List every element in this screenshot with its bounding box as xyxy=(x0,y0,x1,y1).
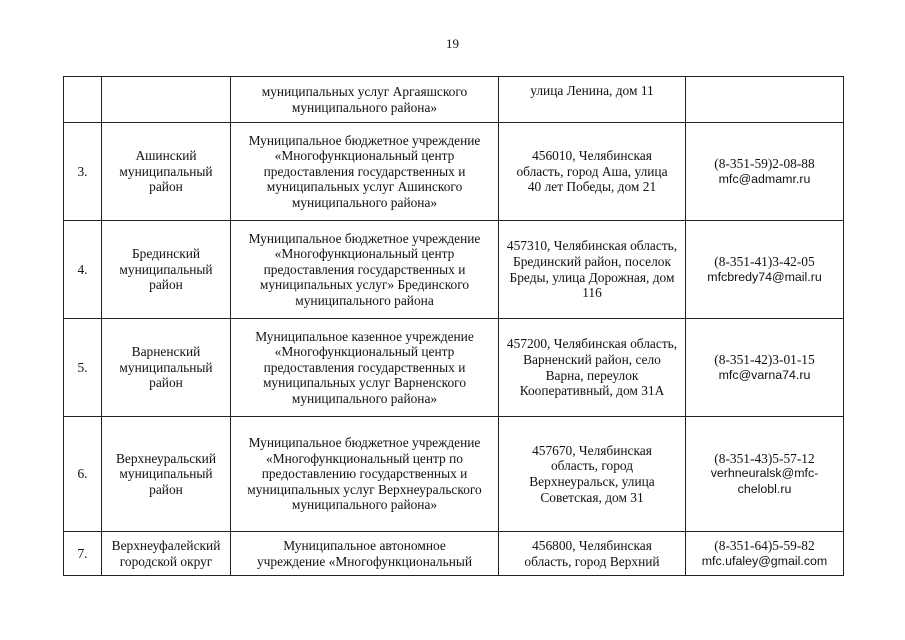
address: 456800, Челябинская область, город Верхний xyxy=(499,532,686,576)
phone: (8-351-42)3-01-15 xyxy=(714,351,815,367)
phone: (8-351-59)2-08-88 xyxy=(714,155,815,171)
row-number: 3. xyxy=(64,123,102,221)
address: улица Ленина, дом 11 xyxy=(499,77,686,123)
district-name: Брединский муниципальный район xyxy=(102,221,231,319)
organization-name: Муниципальное бюджетное учреждение «Многофункциональный центр по предоставлению государственных и муниципальных услуг Верхнеуральского муниципального района» xyxy=(231,417,499,532)
email: mfcbredy74@mail.ru xyxy=(707,269,822,284)
email: verhneuralsk@mfc-chelobl.ru xyxy=(710,466,819,496)
phone: (8-351-64)5-59-82 xyxy=(714,537,815,553)
table-row xyxy=(64,77,844,123)
table-row xyxy=(64,417,844,532)
row-number xyxy=(64,77,102,123)
organization-name: Муниципальное бюджетное учреждение «Многофункциональный центр предоставления государственных и муниципальных услуг» Брединского муниципального района xyxy=(231,221,499,319)
table-row xyxy=(64,532,844,576)
contacts xyxy=(686,221,844,319)
row-number: 4. xyxy=(64,221,102,319)
row-number: 5. xyxy=(64,319,102,417)
email: mfc@admamr.ru xyxy=(718,171,811,186)
email: mfc.ufaley@gmail.com xyxy=(701,553,828,568)
address: 457200, Челябинская область, Варненский район, село Варна, переулок Кооперативный, дом 31А xyxy=(499,319,686,417)
district-name: Варненский муниципальный район xyxy=(102,319,231,417)
address: 456010, Челябинская область, город Аша, улица 40 лет Победы, дом 21 xyxy=(499,123,686,221)
table-row xyxy=(64,123,844,221)
phone: (8-351-43)5-57-12 xyxy=(714,450,815,466)
mfc-table xyxy=(63,76,844,576)
table-row xyxy=(64,319,844,417)
row-number: 6. xyxy=(64,417,102,532)
contacts xyxy=(686,319,844,417)
organization-name: муниципальных услуг Аргаяшского муниципального района» xyxy=(231,77,499,123)
email: mfc@varna74.ru xyxy=(718,367,811,382)
contacts xyxy=(686,77,844,123)
organization-name: Муниципальное бюджетное учреждение «Многофункциональный центр предоставления государственных и муниципальных услуг Ашинского муниципального района» xyxy=(231,123,499,221)
district-name: Верхнеуфалейский городской округ xyxy=(102,532,231,576)
page-number: 19 xyxy=(446,36,459,51)
contacts xyxy=(686,417,844,532)
address: 457310, Челябинская область, Брединский район, поселок Бреды, улица Дорожная, дом 116 xyxy=(499,221,686,319)
district-name: Верхнеуральский муниципальный район xyxy=(102,417,231,532)
contacts xyxy=(686,123,844,221)
contacts xyxy=(686,532,844,576)
district-name xyxy=(102,77,231,123)
phone: (8-351-41)3-42-05 xyxy=(714,253,815,269)
address: 457670, Челябинская область, город Верхнеуральск, улица Советская, дом 31 xyxy=(499,417,686,532)
district-name: Ашинский муниципальный район xyxy=(102,123,231,221)
table-row xyxy=(64,221,844,319)
row-number: 7. xyxy=(64,532,102,576)
organization-name: Муниципальное автономное учреждение «Многофункциональный xyxy=(231,532,499,576)
organization-name: Муниципальное казенное учреждение «Многофункциональный центр предоставления государственных и муниципальных услуг Варненского муниципального района» xyxy=(231,319,499,417)
